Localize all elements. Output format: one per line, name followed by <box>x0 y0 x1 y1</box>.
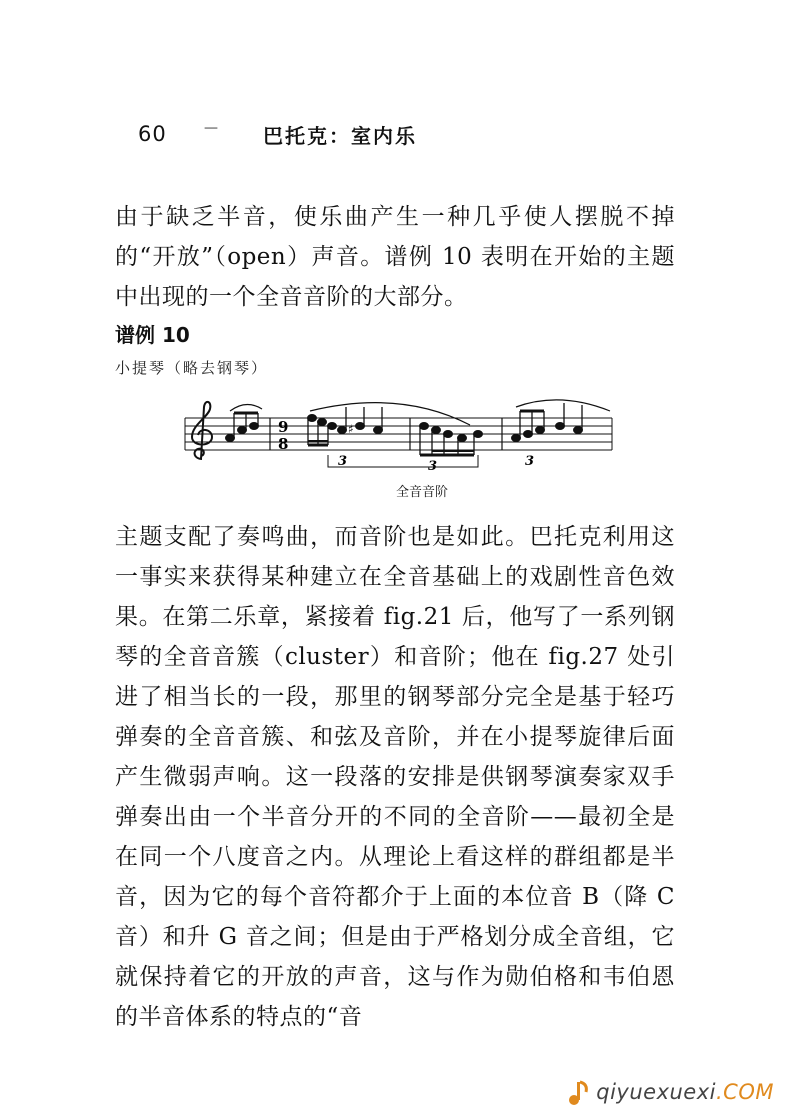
paragraph-2: 主题支配了奏鸣曲，而音阶也是如此。巴托克利用这一事实来获得某种建立在全音基础上的戏剧性音色效果。在第二乐章，紧接着 fig.21 后，他写了一系列钢琴的全音音簇（cluster）和音阶；他在 fig.27 处引进了相当长的一段，那里的钢琴部分完全是基于轻巧弹奏的全音音簇、和弦及音阶，并在小提琴旋律后面产生微弱声响。这一段落的安排是供钢琴演奏家双手弹奏出由一个半音分开的不同的全音阶——最初全是在同一个八度音之内。从理论上看这样的群组都是半音，因为它的每个音符都介于上面的本位音 B（降 C 音）和升 G 音之间；但是由于严格划分成全音组，它就保持着它的开放的声音，这与作为勋伯格和韦伯恩的半音体系的特点的“音 <box>115 524 675 1030</box>
watermark-part-1: qiyuexuexi <box>596 1080 716 1104</box>
staff-lines <box>185 418 612 450</box>
watermark-text <box>596 1080 774 1104</box>
instrument-label: 小提琴（略去钢琴） <box>115 359 269 377</box>
triplet-mark-2: 3 <box>428 459 438 474</box>
page-number: 60 <box>138 122 167 146</box>
svg-text:♯: ♯ <box>348 422 354 436</box>
note-group-2 <box>308 403 471 445</box>
paragraph-1: 由于缺乏半音，使乐曲产生一种几乎使人摆脱不掉的“开放”（open）声音。谱例 10 表明在开始的主题中出现的一个全音音阶的大部分。 <box>115 204 675 310</box>
music-note-logo-icon <box>566 1078 592 1106</box>
triplet-mark-1: 3 <box>338 454 348 469</box>
music-caption: 全音音阶 <box>395 485 448 500</box>
note-group-1 <box>226 404 263 441</box>
header-dash: — <box>204 120 218 136</box>
triplet-mark-3: 3 <box>525 454 535 469</box>
example-heading: 谱例 10 <box>115 323 190 347</box>
time-signature-bottom: 8 <box>278 435 289 453</box>
watermark-part-2: .COM <box>716 1080 774 1104</box>
watermark <box>566 1072 774 1112</box>
music-example <box>180 393 620 508</box>
running-title: 巴托克：室内乐 <box>263 124 417 148</box>
time-signature-top: 9 <box>278 418 289 436</box>
note-group-4 <box>512 400 611 442</box>
scale-bracket <box>328 455 478 467</box>
page-header <box>138 118 558 148</box>
